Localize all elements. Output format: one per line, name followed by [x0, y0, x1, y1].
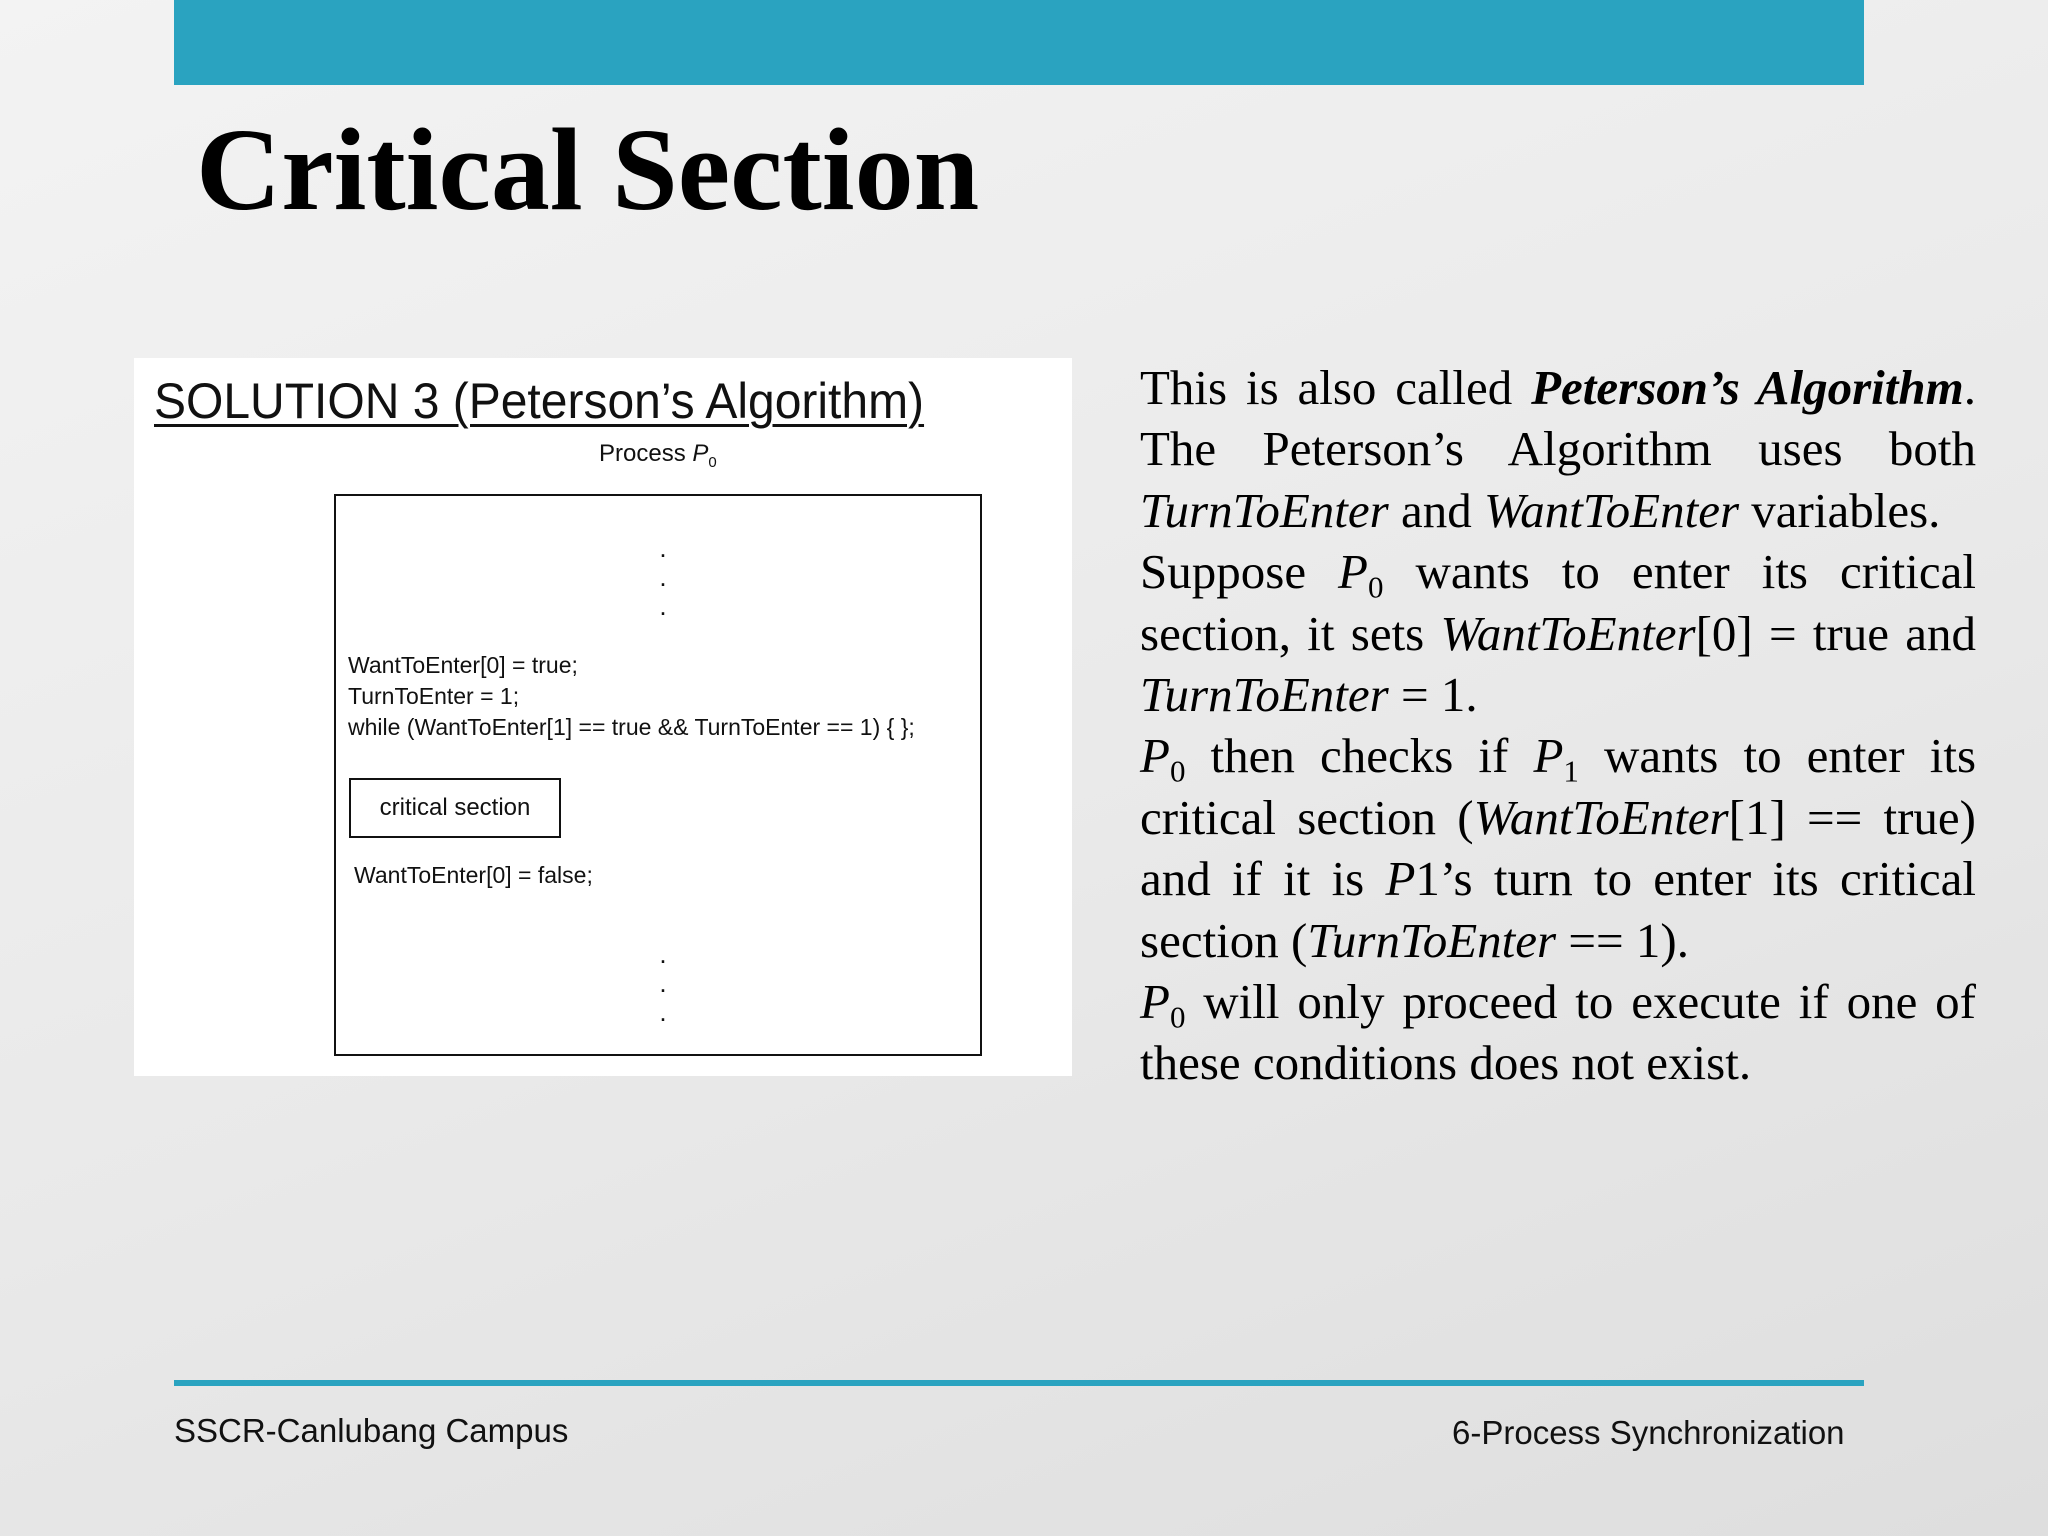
- ellipsis-dot: .: [659, 939, 667, 969]
- text-run: == 1).: [1556, 912, 1689, 968]
- ellipsis-dot: .: [659, 591, 667, 621]
- process-var: P: [1140, 974, 1170, 1030]
- variable-name: WantToEnter: [1483, 482, 1740, 538]
- text-run: then checks if: [1185, 728, 1534, 784]
- process-sub: 0: [1169, 999, 1186, 1035]
- paragraph-checks: [1140, 725, 1976, 971]
- variable-name: TurnToEnter: [1140, 667, 1389, 723]
- process-label-text: Process: [599, 440, 686, 467]
- variable-name: TurnToEnter: [1140, 482, 1389, 538]
- ellipsis-dot: .: [659, 968, 667, 998]
- text-run: Suppose: [1140, 544, 1339, 600]
- process-var: P: [1338, 544, 1368, 600]
- variable-name: TurnToEnter: [1307, 912, 1557, 968]
- text-run: [0] = true and: [1695, 605, 1976, 661]
- text-run: variables.: [1739, 482, 1941, 538]
- text-run: and: [1388, 482, 1484, 538]
- code-line: WantToEnter[0] = false;: [354, 862, 593, 888]
- top-accent-bar: [174, 0, 1864, 85]
- variable-name: WantToEnter: [1440, 605, 1696, 661]
- slide-title: Critical Section: [196, 104, 980, 235]
- text-run: 1’s turn to enter its critical section (: [1140, 851, 1976, 968]
- text-run: wants to enter its critical section (: [1140, 728, 1977, 845]
- paragraph-suppose: [1140, 541, 1976, 725]
- text-run: wants to enter its critical section, it sets: [1140, 544, 1976, 661]
- process-label: [599, 440, 717, 471]
- process-sub: 1: [1563, 753, 1579, 789]
- paragraph-intro: [1140, 357, 1976, 541]
- code-box: [334, 494, 982, 1056]
- algorithm-figure: [134, 358, 1072, 1076]
- exit-code: [354, 860, 593, 891]
- emphasis-term: Peterson’s Algorithm: [1531, 360, 1964, 415]
- process-sub: 0: [1367, 569, 1384, 605]
- ellipsis-dot: .: [659, 533, 667, 563]
- process-var: P: [1385, 851, 1416, 907]
- explanation-text: [1140, 357, 1976, 1094]
- critical-section-box: critical section: [349, 778, 561, 838]
- process-var: P: [1140, 728, 1170, 784]
- ellipsis-top: [658, 534, 668, 621]
- process-var: P: [1533, 728, 1564, 784]
- ellipsis-dot: .: [659, 997, 667, 1027]
- variable-name: WantToEnter: [1473, 789, 1729, 845]
- text-run: = 1.: [1388, 667, 1478, 723]
- process-sub: 0: [1169, 753, 1186, 789]
- process-sub: 0: [708, 453, 717, 471]
- process-var: P: [692, 440, 709, 467]
- ellipsis-bottom: [658, 940, 668, 1027]
- code-line: TurnToEnter = 1;: [348, 683, 520, 709]
- entry-code: [348, 650, 915, 743]
- text-run: [1] == true) and if it is: [1140, 789, 1976, 907]
- code-line: while (WantToEnter[1] == true && TurnToEnter == 1) { };: [348, 714, 915, 740]
- footer-topic: 6-Process Synchronization: [1452, 1414, 1845, 1451]
- text-run: . The Peterson’s Algorithm uses both: [1140, 360, 1976, 477]
- figure-heading: SOLUTION 3 (Peterson’s Algorithm): [154, 373, 925, 429]
- ellipsis-dot: .: [659, 562, 667, 592]
- footer-campus: SSCR-Canlubang Campus: [174, 1412, 569, 1449]
- footer-divider: [174, 1380, 1864, 1386]
- text-run: This is also called: [1140, 360, 1532, 415]
- code-line: WantToEnter[0] = true;: [348, 652, 578, 678]
- paragraph-proceed: [1140, 971, 1976, 1094]
- text-run: will only proceed to execute if one of these conditions does not exist.: [1140, 974, 1976, 1091]
